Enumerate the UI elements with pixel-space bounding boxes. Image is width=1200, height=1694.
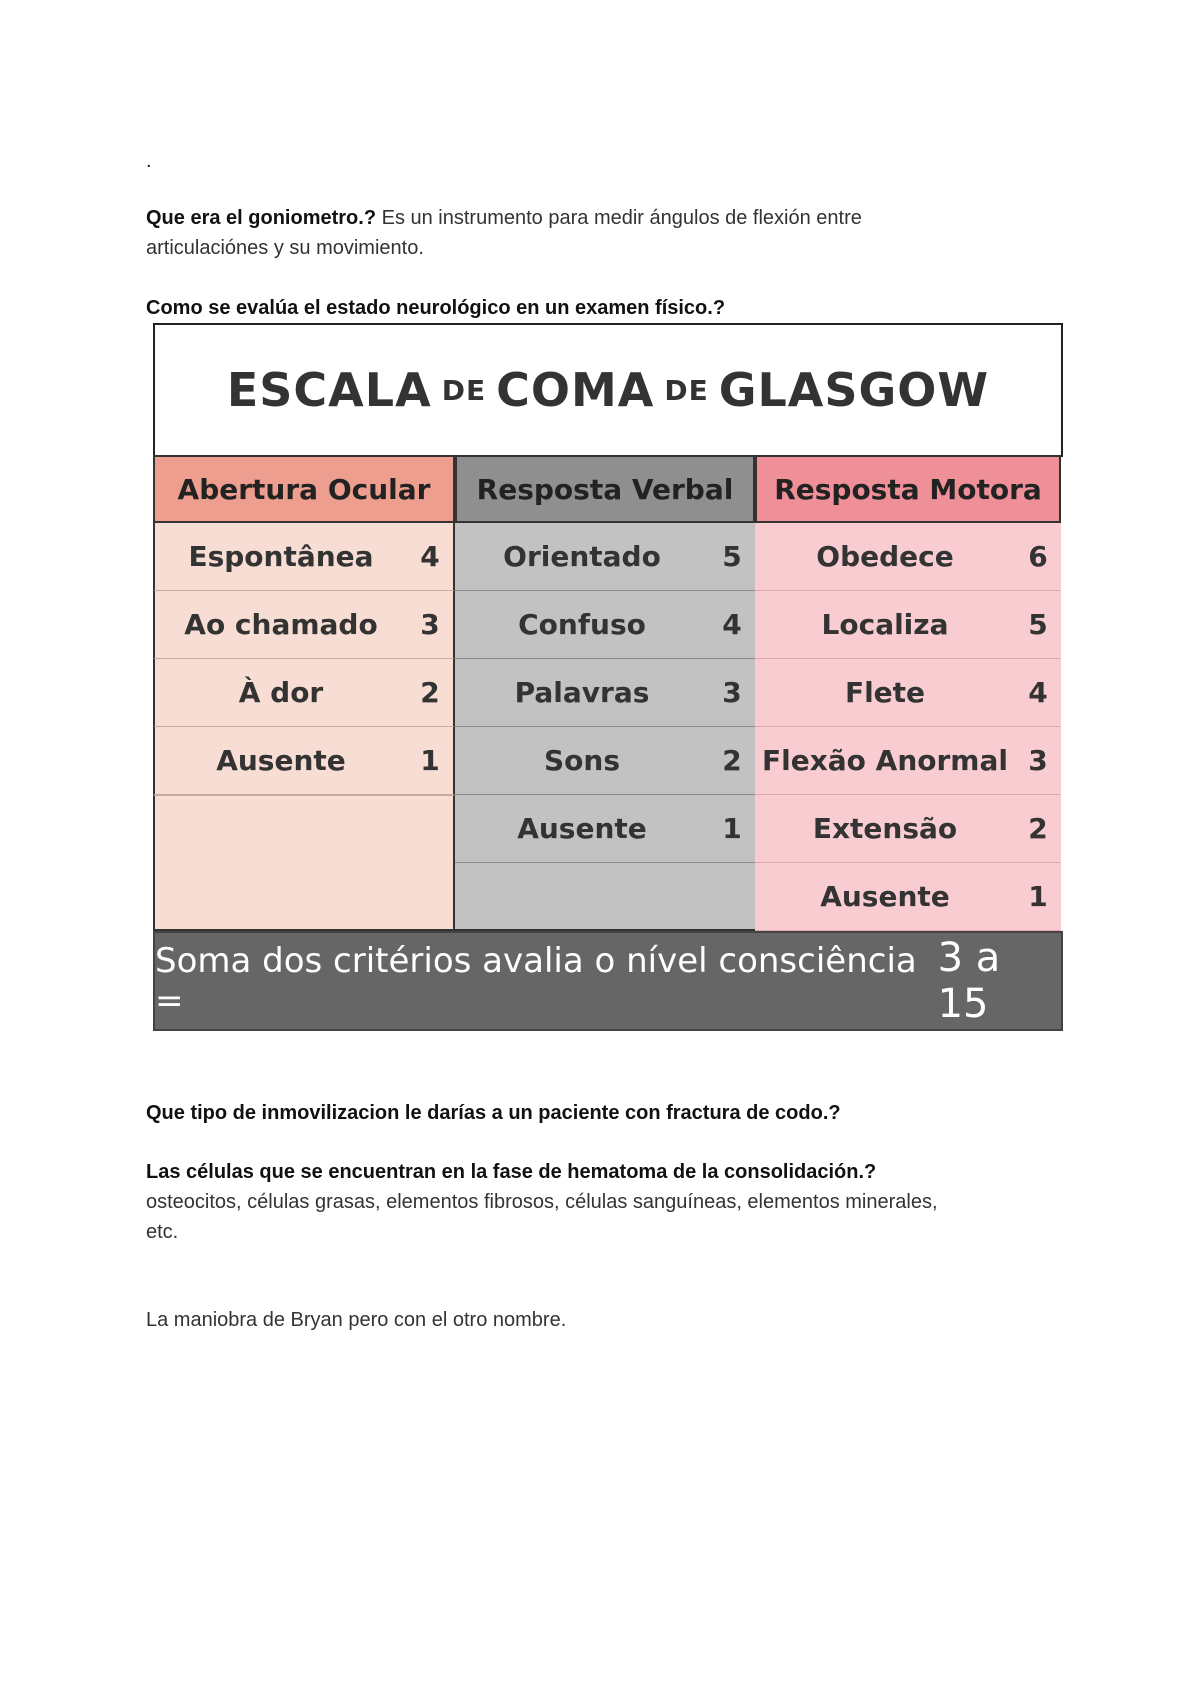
question-celulas: [146, 1157, 1046, 1187]
row-label: Ao chamado: [184, 608, 378, 641]
question-inmovilizacion: [146, 1098, 1046, 1128]
scale-row: [455, 523, 755, 591]
question-3-text: Que tipo de inmovilizacion le darías a un paciente con fractura de codo.?: [146, 1102, 841, 1124]
row-score: 1: [722, 812, 742, 845]
question-2-text: Como se evalúa el estado neurológico en un examen físico.?: [146, 297, 726, 319]
column-header: Resposta Verbal: [455, 455, 755, 523]
maniobra-text: La maniobra de Bryan pero con el otro nombre.: [146, 1309, 567, 1331]
answer-4-line-1: [146, 1187, 1046, 1217]
answer-4-text-2: etc.: [146, 1221, 179, 1243]
column-resposta-verbal: [455, 455, 755, 863]
row-score: 6: [1028, 540, 1048, 573]
scale-row: [455, 659, 755, 727]
footer-text: Soma dos critérios avalia o nível consciência =: [155, 941, 917, 1021]
scale-row: [755, 727, 1061, 795]
scale-row: [755, 659, 1061, 727]
column-resposta-motora: [755, 455, 1061, 931]
row-score: 2: [420, 676, 440, 709]
title-word-escala: ESCALA: [226, 363, 432, 417]
row-label: Ausente: [517, 812, 647, 845]
scale-row: [153, 659, 455, 727]
scale-row: [455, 727, 755, 795]
column-abertura-ocular: [153, 455, 455, 795]
row-score: 3: [722, 676, 742, 709]
title-word-de-1: DE: [441, 373, 487, 407]
answer-1-text-2: articulaciónes y su movimiento.: [146, 237, 424, 259]
question-goniometro: [146, 203, 1046, 233]
answer-1-text: Es un instrumento para medir ángulos de flexión entre: [381, 207, 862, 229]
dot-text: .: [146, 150, 152, 172]
row-label: Flete: [844, 676, 926, 709]
answer-4-text: osteocitos, células grasas, elementos fibrosos, células sanguíneas, elementos minerales,: [146, 1191, 938, 1213]
scale-row: [153, 727, 455, 795]
row-label: Espontânea: [188, 540, 374, 573]
row-label: Ausente: [216, 744, 346, 777]
answer-4-line-2: [146, 1217, 1046, 1247]
figure-title: [153, 323, 1063, 457]
question-neurologico: [146, 293, 1046, 323]
column-header: Abertura Ocular: [153, 455, 455, 523]
title-word-de-2: DE: [664, 373, 709, 407]
title-word-coma: COMA: [496, 363, 655, 417]
row-label: Flexão Anormal: [762, 744, 1008, 777]
row-score: 3: [420, 608, 440, 641]
row-score: 5: [722, 540, 742, 573]
title-word-glasgow: GLASGOW: [718, 363, 990, 417]
maniobra-line: [146, 1305, 1046, 1335]
row-score: 1: [1028, 880, 1048, 913]
glasgow-scale-figure: [153, 323, 1063, 1030]
scale-row: [755, 591, 1061, 659]
row-label: Obedece: [816, 540, 954, 573]
row-label: Orientado: [503, 540, 661, 573]
empty-cell-ocular: [153, 795, 455, 931]
row-label: Ausente: [820, 880, 950, 913]
question-4-text: Las células que se encuentran en la fase de hematoma de la consolidación.?: [146, 1161, 877, 1183]
row-label: À dor: [238, 676, 324, 709]
footer-score: 3 a 15: [937, 935, 1001, 1027]
scale-row: [153, 523, 455, 591]
row-score: 2: [722, 744, 742, 777]
scale-row: [755, 523, 1061, 591]
empty-cell-verbal: [455, 863, 755, 931]
row-score: 5: [1028, 608, 1048, 641]
scale-row: [455, 795, 755, 863]
row-label: Extensão: [812, 812, 958, 845]
figure-footer: [153, 931, 1063, 1031]
scale-row: [755, 863, 1061, 931]
dot-mark: [146, 146, 1046, 176]
row-score: 3: [1028, 744, 1048, 777]
answer-1-line-2: [146, 233, 1046, 263]
row-label: Palavras: [514, 676, 650, 709]
scale-row: [455, 591, 755, 659]
row-score: 4: [420, 540, 440, 573]
question-1-text: Que era el goniometro.?: [146, 207, 377, 229]
row-score: 2: [1028, 812, 1048, 845]
row-score: 4: [1028, 676, 1048, 709]
row-label: Localiza: [821, 608, 949, 641]
scale-row: [153, 591, 455, 659]
row-label: Sons: [543, 744, 620, 777]
scale-row: [755, 795, 1061, 863]
row-score: 4: [722, 608, 742, 641]
row-score: 1: [420, 744, 440, 777]
row-label: Confuso: [518, 608, 646, 641]
column-header: Resposta Motora: [755, 455, 1061, 523]
